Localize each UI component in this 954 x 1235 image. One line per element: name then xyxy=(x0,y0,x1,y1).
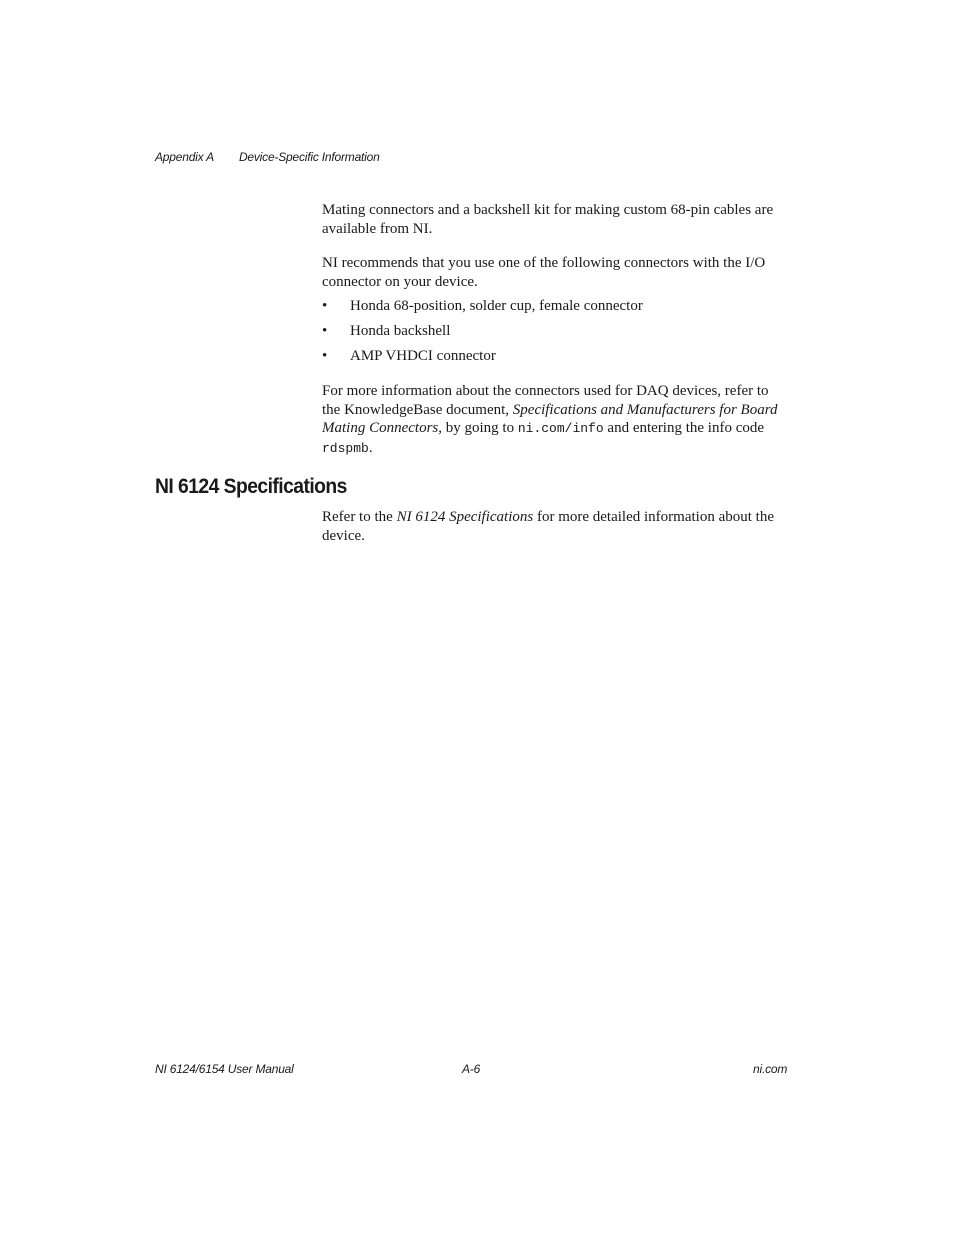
paragraph-more-info: For more information about the connectors used for DAQ devices, refer to the KnowledgeBase document, Specifications and Manufacturers for Board Mating Connectors, by going to ni.com/info and entering the info code rdspmb. xyxy=(322,383,778,456)
info-url: ni.com/info xyxy=(517,421,604,436)
doc-title: NI 6124 Specifications xyxy=(396,509,534,525)
list-item: • Honda backshell xyxy=(322,323,451,339)
paragraph-mating-connectors xyxy=(322,201,788,238)
bullet-icon: • xyxy=(322,348,328,364)
running-header xyxy=(155,150,380,164)
doc-title: Specifications and Manufacturers for Board Mating Connectors xyxy=(322,401,778,436)
info-code: rdspmb xyxy=(322,440,369,456)
paragraph-recommendation xyxy=(322,254,788,291)
paragraph-text: NI recommends that you use one of the following connectors with the I/O connector on your device. xyxy=(322,255,766,290)
footer-manual-title: NI 6124/6154 User Manual xyxy=(155,1062,294,1076)
bullet-icon: • xyxy=(322,323,328,339)
footer-site: ni.com xyxy=(753,1062,788,1076)
header-section: Device-Specific Information xyxy=(238,150,380,164)
list-item: • AMP VHDCI connector xyxy=(322,348,496,364)
paragraph-specifications: Refer to the NI 6124 Specifications for more detailed information about the device. xyxy=(322,509,774,544)
section-heading: NI 6124 Specifications xyxy=(155,475,347,498)
list-item: • Honda 68-position, solder cup, female connector xyxy=(322,298,643,314)
paragraph-text: Mating connectors and a backshell kit for making custom 68-pin cables are available from NI. xyxy=(322,202,774,237)
bullet-icon: • xyxy=(322,298,328,314)
footer-page-number: A-6 xyxy=(462,1062,481,1076)
header-appendix: Appendix A xyxy=(155,150,214,164)
